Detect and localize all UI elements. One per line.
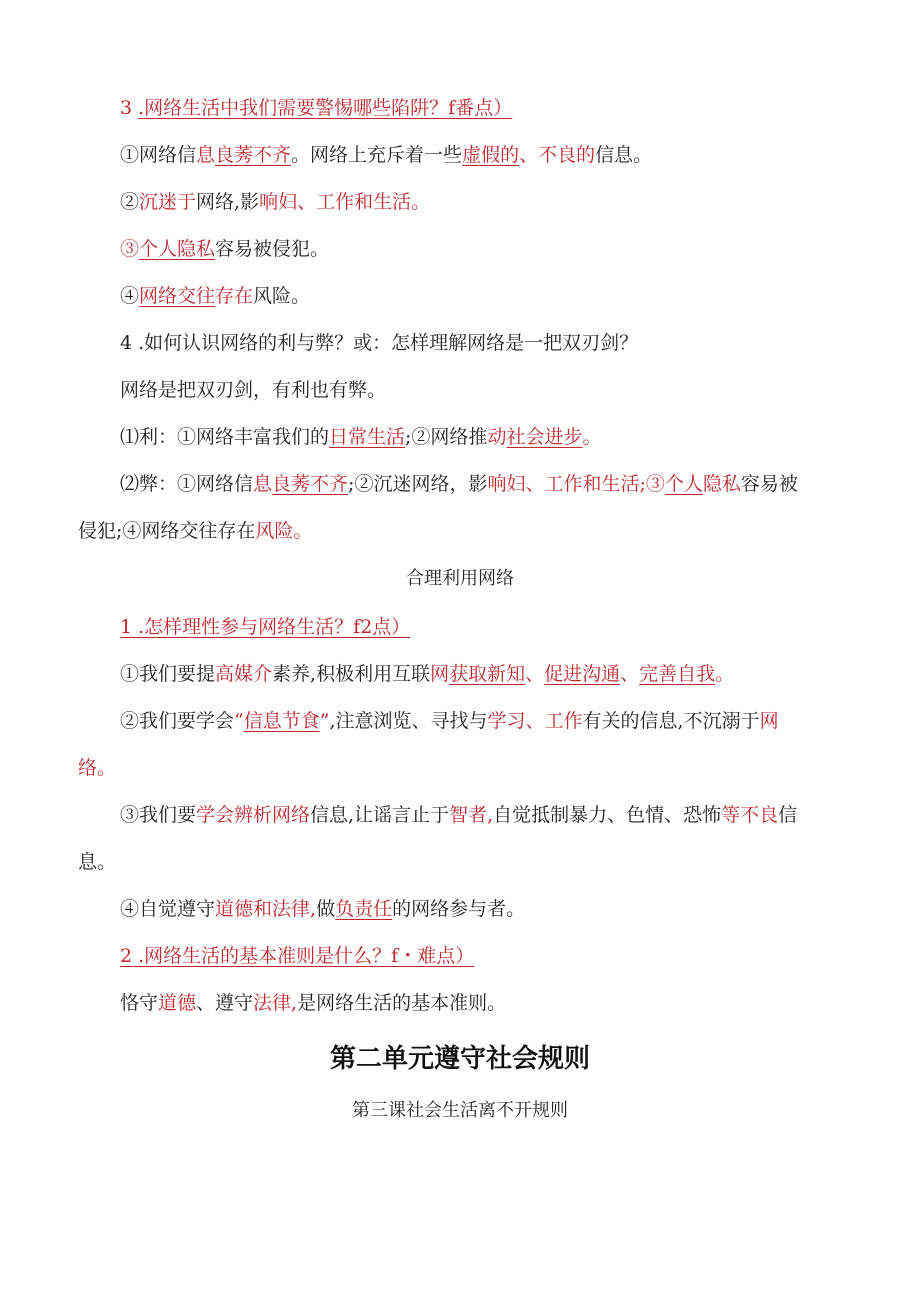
q4-pros: ⑴利：①网络丰富我们的日常生活;②网络推动社会进步。 <box>120 426 602 448</box>
question-3-heading: 3 .网络生活中我们需要警惕哪些陷阱？f番点） <box>120 97 513 119</box>
s1-heading: 1 .怎样理性参与网络生活？f2点） <box>120 616 411 638</box>
lesson-title: 第三课社会生活离不开规则 <box>352 1100 568 1121</box>
s1-item-2: ②我们要学会“信息节食”,注意浏览、寻找与学习、工作有关的信息,不沉溺于网 <box>120 710 779 732</box>
q3-item-4: ④网络交往存在风险。 <box>120 285 311 307</box>
s1-item-3: ③我们要学会辨析网络信息,让谣言止于智者,自觉抵制暴力、色情、恐怖等不良信 <box>120 804 798 826</box>
s1-item-3-continued: 息。 <box>78 851 117 873</box>
s2-answer: 恪守道德、遵守法律,是网络生活的基本准则。 <box>120 992 507 1014</box>
s1-item-4: ④自觉遵守道德和法律,做负责任的网络参与者。 <box>120 898 526 920</box>
s1-item-2-continued: 络。 <box>78 757 117 779</box>
s2-heading: 2 .网络生活的基本准则是什么？f・难点） <box>120 945 475 967</box>
s1-item-1: ①我们要提高媒介素养,积极利用互联网获取新知、促进沟通、完善自我。 <box>120 663 735 685</box>
unit-title: 第二单元遵守社会规则 <box>329 1044 590 1074</box>
q3-item-2: ②沉迷于网络,影响妇、工作和生活。 <box>120 191 431 213</box>
q4-cons-continued: 侵犯;④网络交往存在风险。 <box>78 520 313 542</box>
q3-item-1: ①网络信息良莠不齐。网络上充斥着一些虚假的、不良的信息。 <box>120 144 653 166</box>
q4-answer: 网络是把双刃剑，有利也有弊。 <box>120 379 387 401</box>
question-4-heading: 4 .如何认识网络的利与弊？或：怎样理解网络是一把双刃剑？ <box>120 332 639 354</box>
q3-item-3: ③个人隐私容易被侵犯。 <box>120 238 330 260</box>
q4-cons: ⑵弊：①网络信息良莠不齐;②沉迷网络，影响妇、工作和生活;③个人隐私容易被 <box>120 473 798 495</box>
section-title: 合理利用网络 <box>406 568 514 589</box>
